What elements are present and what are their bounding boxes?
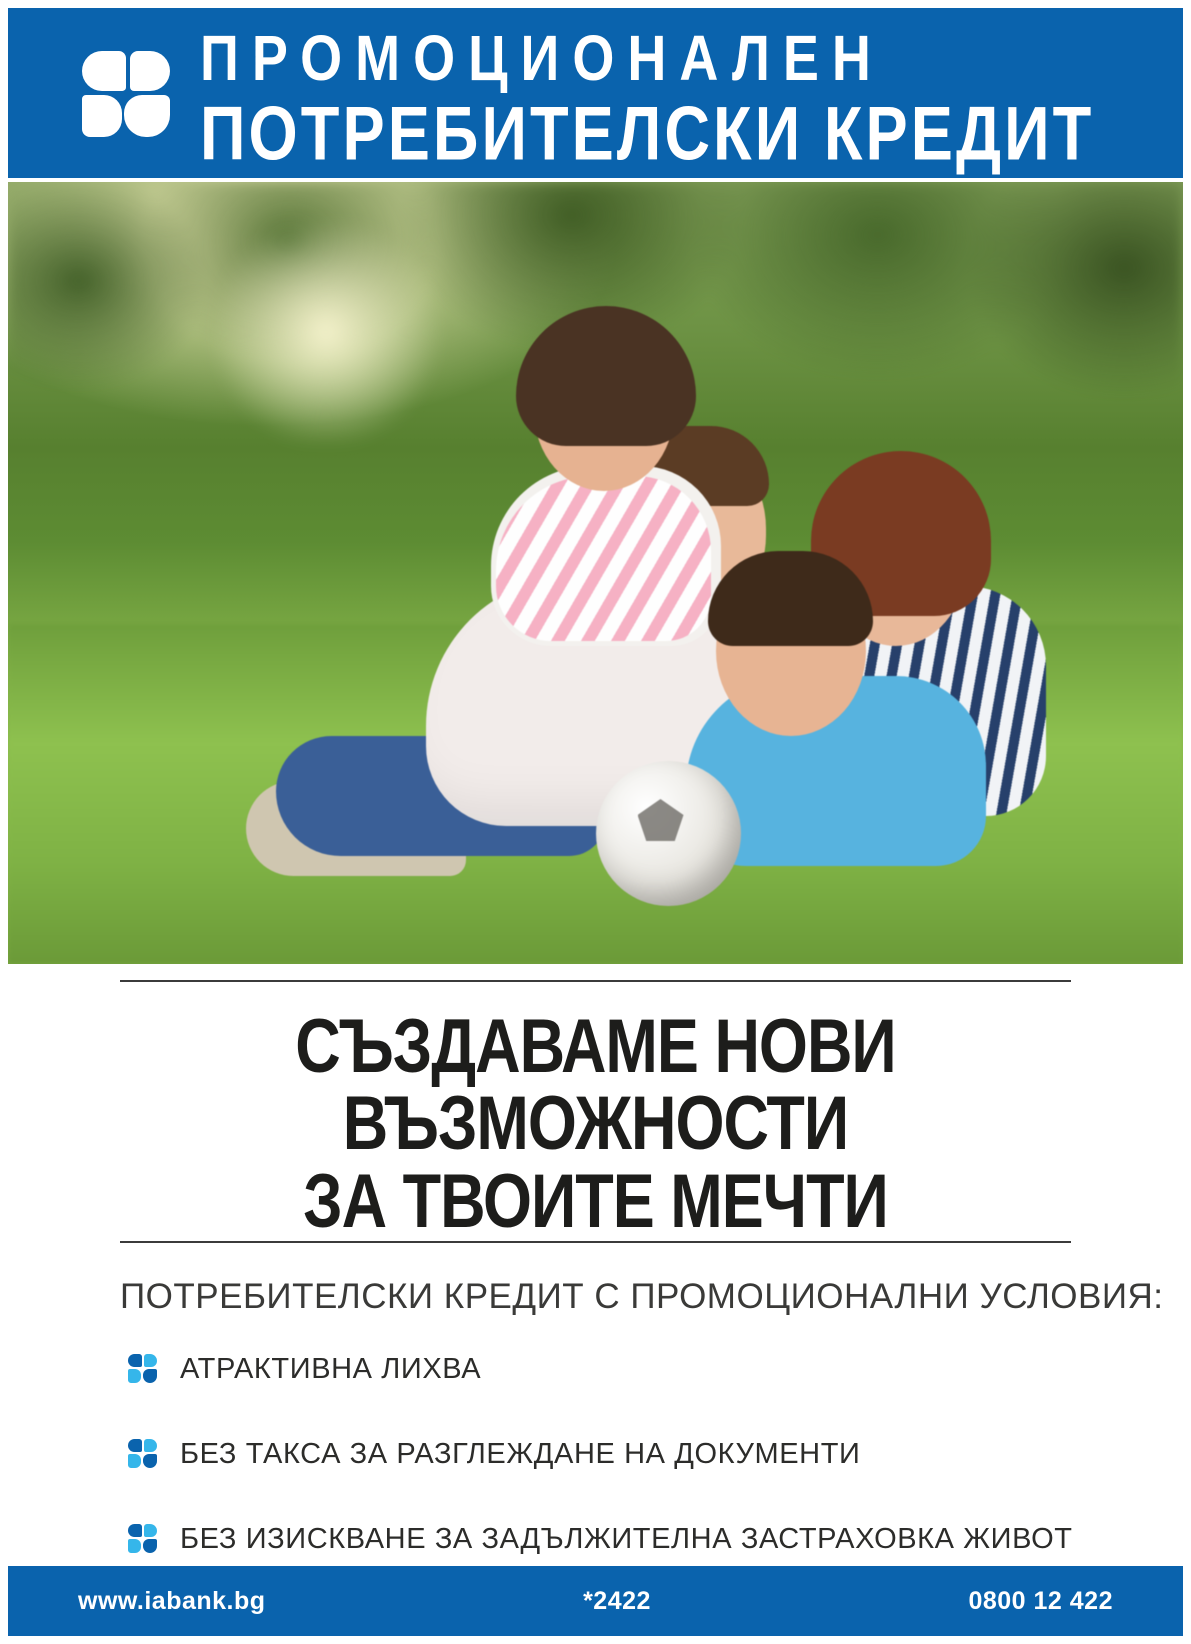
girl-striped-shirt [496, 476, 711, 641]
poster-footer [8, 1566, 1183, 1636]
phone-number[interactable]: 0800 12 422 [968, 1586, 1113, 1615]
poster-header [8, 8, 1183, 178]
girl-hair [516, 306, 696, 446]
bank-logo-bullet-icon [128, 1524, 158, 1554]
bank-logo-icon [78, 45, 174, 141]
headline-line1: СЪЗДАВАМЕ НОВИ ВЪЗМОЖНОСТИ [295, 1004, 896, 1166]
header-title-line2: ПОТРЕБИТЕЛСКИ КРЕДИТ [200, 92, 1095, 177]
list-item-label: БЕЗ ТАКСА ЗА РАЗГЛЕЖДАНЕ НА ДОКУМЕНТИ [180, 1437, 861, 1470]
hero-family-photo [8, 182, 1183, 964]
bank-logo-bullet-icon [128, 1439, 158, 1469]
list-item [128, 1438, 1071, 1471]
bank-logo-bullet-icon [128, 1354, 158, 1384]
subheading: ПОТРЕБИТЕЛСКИ КРЕДИТ С ПРОМОЦИОНАЛНИ УСЛОВИЯ: [120, 1276, 1164, 1316]
poster-content [8, 980, 1183, 1555]
list-item [128, 1523, 1071, 1556]
list-item-label: БЕЗ ИЗИСКВАНЕ ЗА ЗАДЪЛЖИТЕЛНА ЗАСТРАХОВКА ЖИВОТ [180, 1522, 1073, 1555]
soccer-ball-icon [596, 761, 741, 906]
page-title [120, 982, 1071, 1261]
header-title-group [200, 23, 1095, 177]
short-number[interactable]: *2422 [583, 1586, 651, 1615]
list-item [128, 1353, 1071, 1386]
website-link[interactable]: www.iabank.bg [78, 1586, 266, 1615]
benefits-list [120, 1353, 1071, 1556]
headline-line2: ЗА ТВОИТЕ МЕЧТИ [303, 1159, 888, 1243]
family-group [96, 226, 1096, 946]
header-title-line1: ПРОМОЦИОНАЛЕН [200, 23, 884, 95]
list-item-label: АТРАКТИВНА ЛИХВА [180, 1352, 482, 1385]
